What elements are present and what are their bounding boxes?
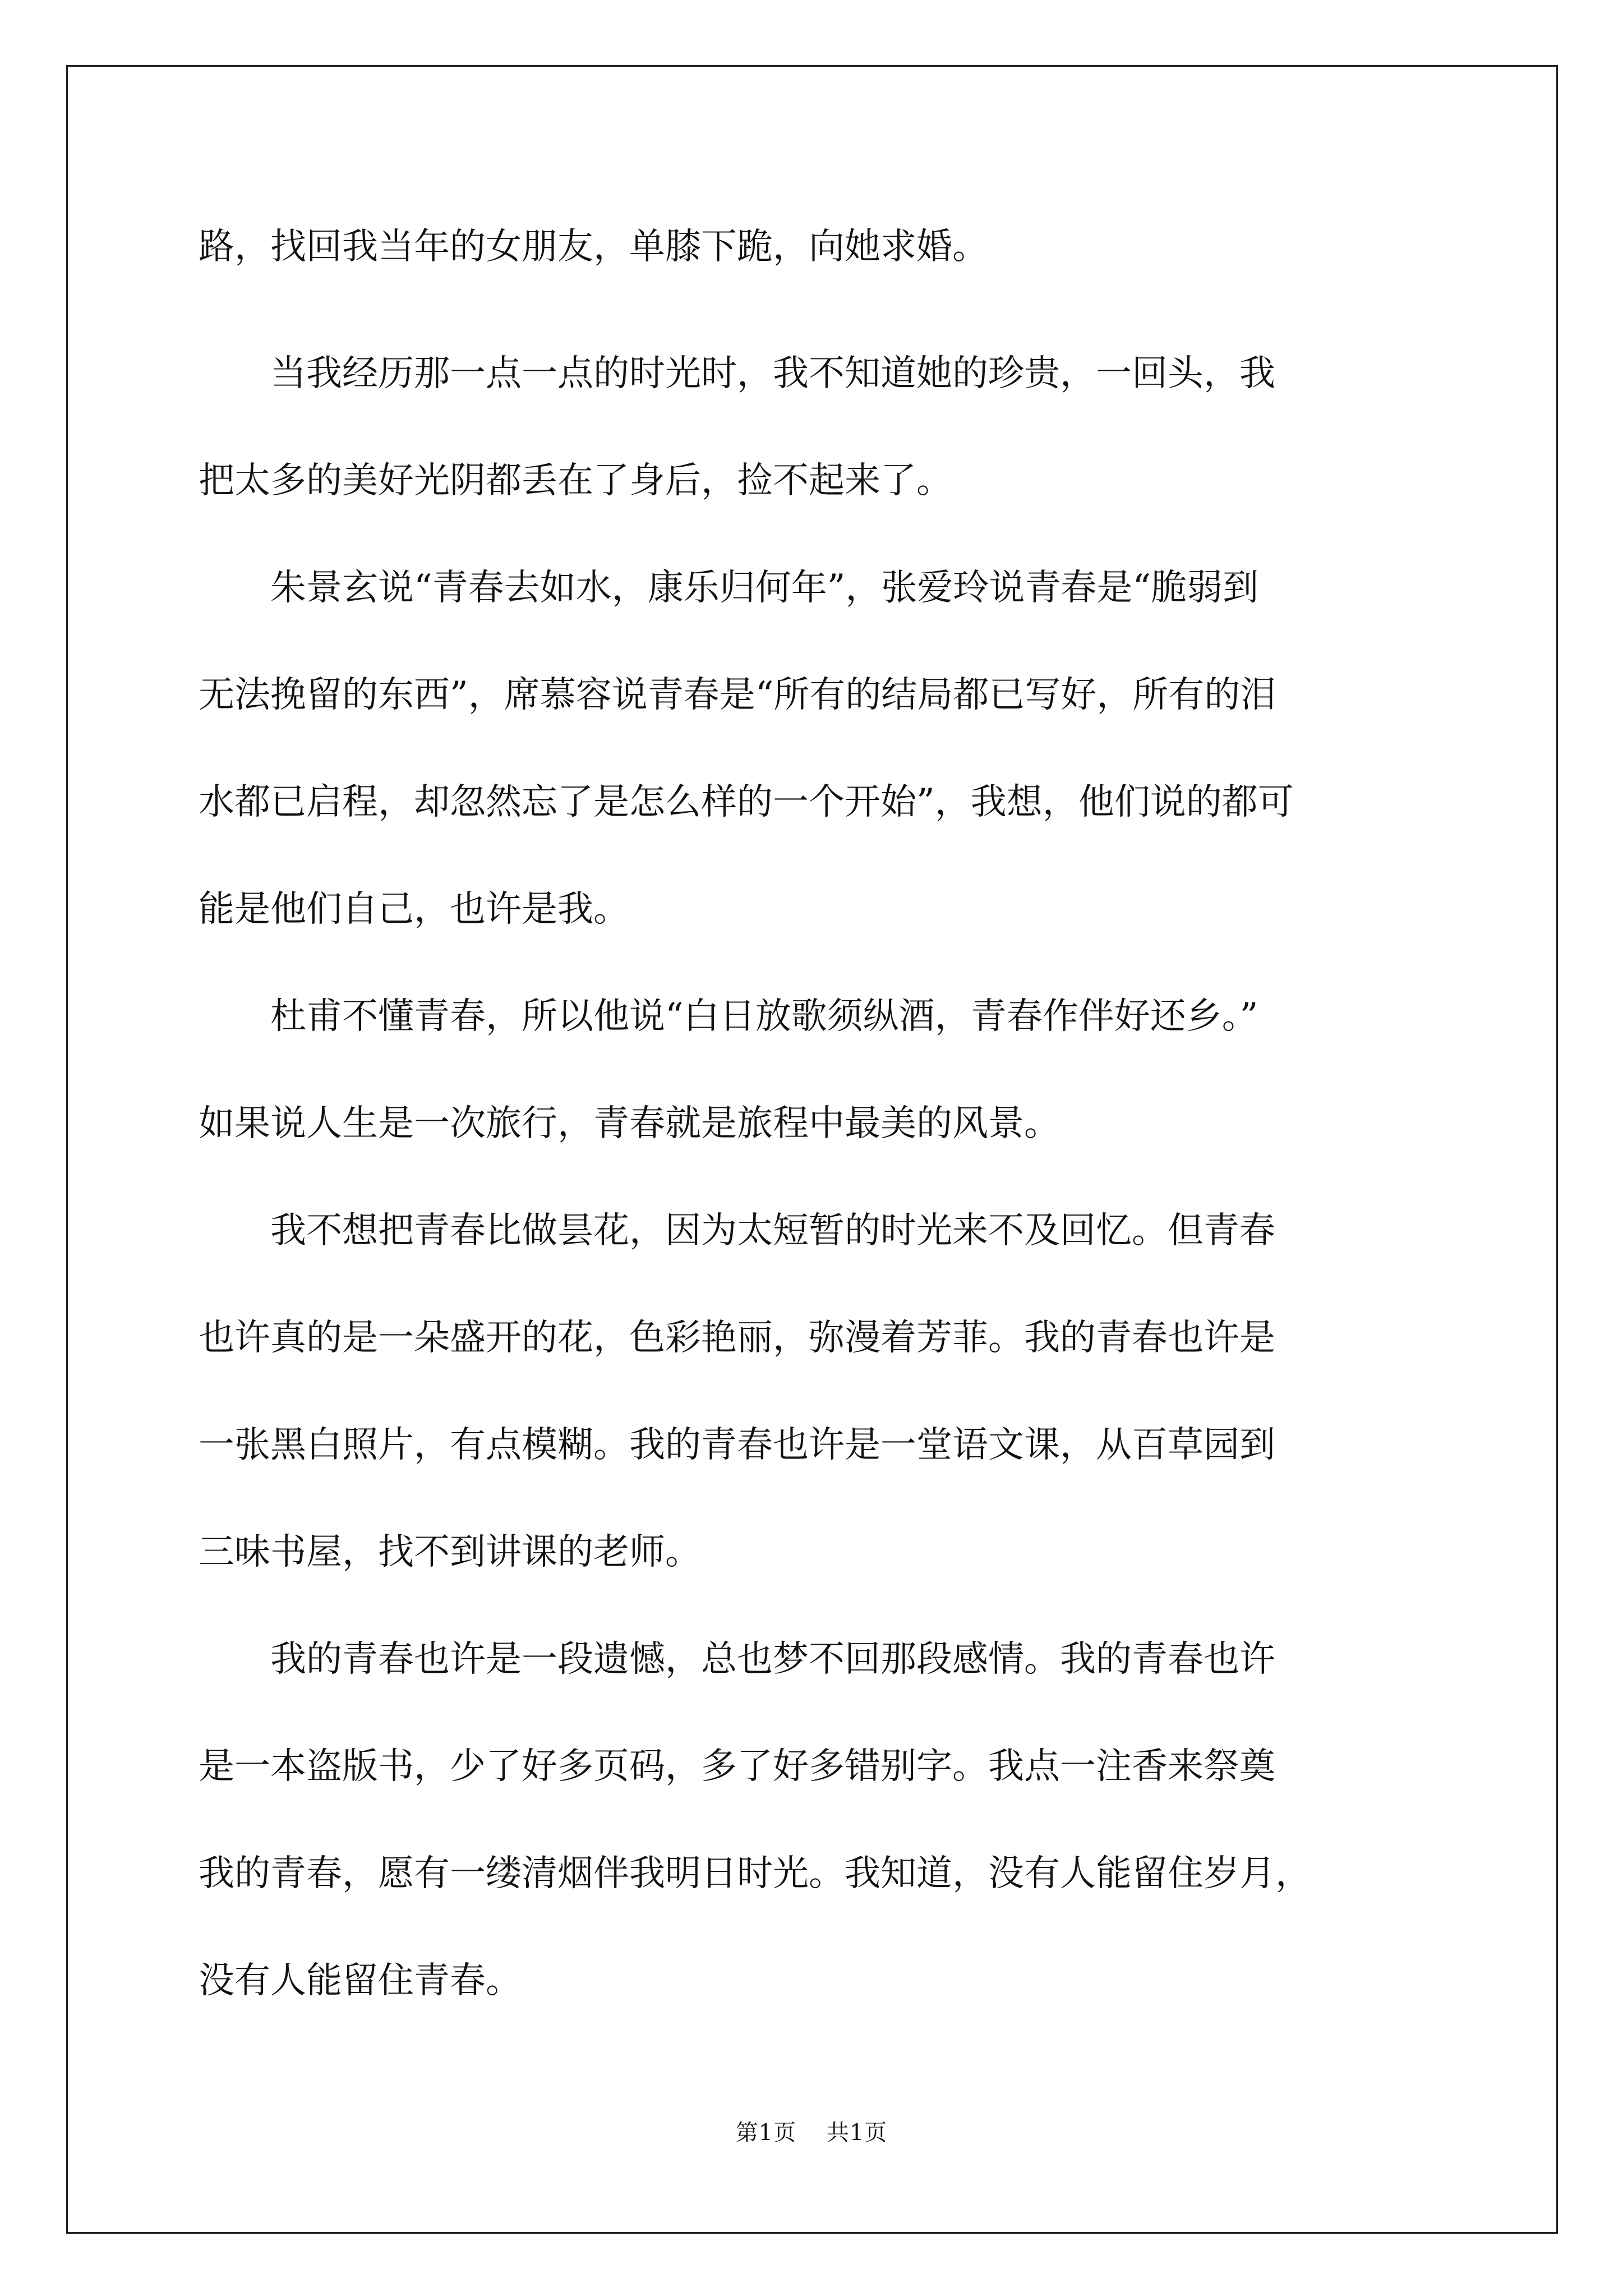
- text-line: 也许真的是一朵盛开的花，色彩艳丽，弥漫着芳菲。我的青春也许是: [199, 1317, 1275, 1359]
- text-line: 如果说人生是一次旅行，青春就是旅程中最美的风景。: [199, 1103, 1060, 1144]
- text-line: 无法挽留的东西”，席慕容说青春是“所有的结局都已写好，所有的泪: [199, 674, 1276, 716]
- text-line: 杜甫不懂青春，所以他说“白日放歌须纵酒，青春作伴好还乡。”: [199, 996, 1258, 1037]
- text-line: 我的青春也许是一段遗憾，总也梦不回那段感情。我的青春也许: [199, 1639, 1275, 1680]
- text-line: 没有人能留住青春。: [199, 1960, 522, 2001]
- text-line: 我的青春，愿有一缕清烟伴我明日时光。我知道，没有人能留住岁月，: [199, 1853, 1311, 1894]
- text-line: 路，找回我当年的女朋友，单膝下跪，向她求婚。: [199, 226, 988, 268]
- document-body: [199, 213, 1427, 2035]
- page-total: 共1页: [826, 2120, 888, 2146]
- text-line: 水都已启程，却忽然忘了是怎么样的一个开始”，我想，他们说的都可: [199, 781, 1294, 823]
- text-line: 能是他们自己，也许是我。: [199, 889, 629, 930]
- text-line: 朱景玄说“青春去如水，康乐归何年”，张爱玲说青春是“脆弱到: [199, 567, 1259, 609]
- page-footer: [0, 2115, 1623, 2147]
- text-line: 三味书屋，找不到讲课的老师。: [199, 1531, 701, 1573]
- page-number: 第1页: [735, 2120, 797, 2146]
- text-line: 是一本盗版书，少了好多页码，多了好多错别字。我点一注香来祭奠: [199, 1746, 1275, 1787]
- text-line: 我不想把青春比做昙花，因为太短暂的时光来不及回忆。但青春: [199, 1210, 1275, 1251]
- text-line: 一张黑白照片，有点模糊。我的青春也许是一堂语文课，从百草园到: [199, 1424, 1275, 1466]
- text-line: 当我经历那一点一点的时光时，我不知道她的珍贵，一回头，我: [199, 353, 1275, 394]
- text-line: 把太多的美好光阴都丢在了身后，捡不起来了。: [199, 460, 952, 501]
